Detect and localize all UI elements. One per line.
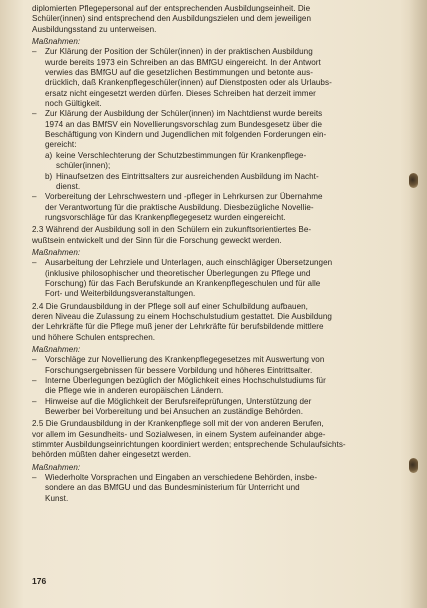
- text-line: 2.5 Die Grundausbildung in der Krankenpflege soll mit der von anderen Berufen,: [32, 419, 324, 429]
- text-line: – Wiederholte Vorsprachen und Eingaben an verschiedene Behörden, insbe-: [45, 473, 318, 483]
- text-line: diplomierten Pflegepersonal auf der entsprechenden Ausbildungseinheit. Die: [32, 4, 311, 13]
- text-line: 2.3 Während der Ausbildung soll in den Schülern ein zukunftsorientiertes Be-: [32, 225, 312, 235]
- bullet-item: [32, 192, 392, 223]
- text-line: noch Gültigkeit.: [45, 99, 102, 109]
- text-line: dienst.: [56, 181, 81, 191]
- text-line: gereicht:: [45, 140, 77, 150]
- text-line: behörden müßten daher eingesetzt werden.: [32, 450, 192, 460]
- text-line: – Vorbereitung der Lehrschwestern und -pfleger in Lehrkursen zur Übernahme: [45, 192, 323, 202]
- bullet-item: [32, 109, 392, 150]
- text-line: – Zur Klärung der Ausbildung der Schüler(innen) im Nachtdienst wurde bereits: [45, 109, 323, 119]
- bullet-item: [32, 258, 392, 299]
- bullet-item: [32, 376, 392, 397]
- text-line: – Vorschläge zur Novellierung des Krankenpflegegesetzes mit Auswertung von: [45, 355, 325, 365]
- text-line: – Hinweise auf die Möglichkeit der Berufsreifeprüfungen, Unterstützung der: [45, 396, 312, 406]
- paragraph-2-4: [32, 302, 392, 343]
- text-line: Fort- und Weiterbildungsveranstaltungen.: [45, 289, 196, 299]
- text-line: keine Verschlechterung der Schutzbestimmungen für Krankenpflege-: [56, 150, 307, 160]
- page-gutter-shadow: [409, 0, 427, 608]
- section-heading: Maßnahmen:: [32, 37, 81, 47]
- section-heading: Maßnahmen:: [32, 462, 81, 472]
- bullet-item: [32, 355, 392, 376]
- text-line: – Ausarbeitung der Lehrziele und Unterlagen, auch einschlägiger Übersetzungen: [45, 258, 333, 268]
- text-line: – Zur Klärung der Position der Schüler(innen) in der praktischen Ausbildung: [45, 47, 313, 57]
- page-number: 176: [32, 576, 47, 586]
- section-heading: Maßnahmen:: [32, 247, 81, 257]
- bullet-item: [32, 397, 392, 418]
- text-line: 1974 an das BMfSV ein Novellierungsvorschlag zum Bundesgesetz über die: [45, 119, 323, 129]
- binder-hole-top: [409, 173, 418, 188]
- text-line: Hinaufsetzen des Eintrittsalters zur ausreichenden Ausbildung im Nacht-: [56, 171, 319, 181]
- text-line: Schüler(innen) sind entsprechend den Ausbildungszielen und dem jeweiligen: [32, 14, 312, 24]
- list-label: b): [45, 171, 53, 181]
- bullet-item: [32, 47, 392, 109]
- paragraph-2-3: [32, 225, 392, 246]
- text-line: Ausbildungsstand zu unterweisen.: [32, 24, 157, 34]
- paragraph-2-5: [32, 419, 392, 460]
- bullet-item: [32, 473, 392, 504]
- text-line: ersatz nicht eingesetzt werden dürfen. Dieses Schreiben hat derzeit immer: [45, 88, 316, 98]
- text-line: 2.4 Die Grundausbildung in der Pflege soll auf einer Schulbildung aufbauen,: [32, 301, 308, 311]
- section-heading: Maßnahmen:: [32, 345, 81, 354]
- list-label: a): [45, 150, 53, 160]
- text-line: wurde bereits 1973 ein Schreiben an das BMfGU eingereicht. In der Antwort: [45, 57, 321, 67]
- sub-item: [32, 151, 392, 172]
- text-line: schüler(innen);: [56, 161, 111, 171]
- text-line: rungsvorschläge für das Krankenpflegegesetz wurden eingereicht.: [45, 212, 286, 222]
- text-line: verwies das BMfGU auf die gesetzlichen Bestimmungen und betonte aus-: [45, 68, 313, 78]
- body-text: [32, 4, 392, 504]
- text-line: stimmter Ausbildungseinrichtungen koordiniert werden; entsprechende Schulaufsichts-: [32, 440, 346, 450]
- binder-hole-bottom: [409, 458, 418, 473]
- sub-item: [32, 172, 392, 193]
- text-line: deren Niveau die Zulassung zu einem Hochschulstudium gestattet. Die Ausbildung: [32, 311, 332, 321]
- text-line: (inklusive philosophischer und theoretischer Überlegungen zu Pflege und: [45, 268, 311, 278]
- text-line: der Verantwortung für die praktische Ausbildung. Diesbezügliche Novellie-: [45, 202, 314, 212]
- text-line: – Interne Überlegungen bezüglich der Möglichkeit eines Hochschulstudiums für: [45, 376, 326, 386]
- text-line: drücklich, daß Krankenpflegeschüler(innen) auf Dienstposten oder als Urlaubs-: [45, 78, 332, 88]
- text-line: Kunst.: [45, 493, 69, 503]
- text-line: und höhere Schulen entsprechen.: [32, 332, 156, 342]
- text-line: sondere an das BMfGU und das Bundesministerium für Unterricht und: [45, 483, 300, 493]
- text-line: die Pflege wie in anderen europäischen Ländern.: [45, 386, 224, 396]
- text-line: Bewerber bei Vorbereitung und bei Ansuchen an zuständige Behörden.: [45, 407, 303, 417]
- text-line: wußtsein entwickelt und der Sinn für die Forschung geweckt werden.: [32, 235, 282, 245]
- text-line: Forschungsergebnissen für bessere Vorbildung und höheres Eintrittsalter.: [45, 365, 313, 375]
- text-line: Beschäftigung von Kindern und Jugendlichen mit folgenden Forderungen ein-: [45, 130, 327, 140]
- text-line: der Lehrkräfte für die Pflege muß jener der Lehrkräfte für berufsbildende mittlere: [32, 322, 324, 332]
- text-line: vor allem im Gesundheits- und Sozialwesen, in einem System aufeinander abge-: [32, 429, 326, 439]
- text-line: Forschung) für das Fach Berufskunde an Krankenpflegeschulen und für alle: [45, 278, 321, 288]
